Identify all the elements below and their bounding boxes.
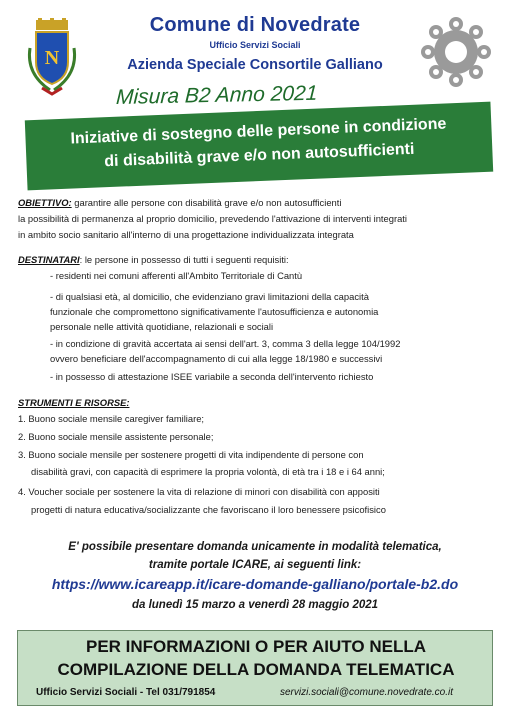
application-dates: da lunedì 15 marzo a venerdì 28 maggio 2021 — [131, 599, 379, 611]
agency-title: Azienda Speciale Consortile Galliano — [127, 57, 383, 73]
cta-line-1: E' possibile presentare domanda unicamente in modalità telematica, — [68, 541, 442, 553]
destinatari-label: DESTINATARI — [18, 254, 80, 265]
resource-item: disabilità gravi, con capacità di esprimere la propria volontà, di età tra i 18 e i 64 anni; — [18, 466, 385, 477]
info-box — [17, 630, 493, 706]
obiettivo-line-2: la possibilità di permanenza al proprio domicilio, prevedendo l'attivazione di interventi integrati — [18, 213, 407, 224]
requirement-item: - in condizione di gravità accertata ai sensi dell'art. 3, comma 3 della legge 104/1992 — [50, 338, 401, 349]
requirement-item: - residenti nei comuni afferenti all'Ambito Territoriale di Cantù — [50, 270, 303, 281]
banner-line-1: Iniziative di sostegno delle persone in condizione — [70, 115, 447, 148]
application-portal-link[interactable]: https://www.icareapp.it/icare-domande-galliano/portale-b2.do — [51, 576, 459, 592]
resource-item: 1. Buono sociale mensile caregiver familiare; — [18, 413, 205, 424]
strumenti-heading — [18, 396, 129, 410]
svg-text:N: N — [44, 47, 60, 69]
cta-line-2: tramite portale ICARE, ai seguenti link: — [148, 559, 362, 571]
obiettivo-line-3: in ambito socio sanitario all'interno di una progettazione individualizzata integrata — [18, 229, 354, 240]
misura-heading: Misura B2 Anno 2021 — [115, 81, 319, 109]
office-subtitle: Ufficio Servizi Sociali — [209, 40, 301, 50]
resource-item: progetti di natura educativa/socializzante che favoriscano il loro benessere psicofisico — [18, 504, 386, 515]
obiettivo-label: OBIETTIVO: — [18, 197, 72, 208]
strumenti-label: STRUMENTI E RISORSE: — [18, 397, 130, 408]
obiettivo-line-1: OBIETTIVO: garantire alle persone con disabilità grave e/o non autosufficienti — [18, 197, 342, 208]
office-phone: Ufficio Servizi Sociali - Tel 031/791854 — [36, 687, 216, 698]
destinatari-intro: DESTINATARI: le persone in possesso di tutti i seguenti requisiti: — [18, 254, 289, 265]
resource-item: 2. Buono sociale mensile assistente personale; — [18, 431, 214, 442]
requirement-item: - in possesso di attestazione ISEE variabile a seconda dell'intervento richiesto — [50, 371, 374, 382]
info-line-2: COMPILAZIONE DELLA DOMANDA TELEMATICA — [57, 660, 455, 679]
resource-item: 4. Voucher sociale per sostenere la vita di relazione di minori con disabilità con appositi — [18, 486, 380, 497]
resource-item: 3. Buono sociale mensile per sostenere progetti di vita indipendente di persone con — [18, 449, 364, 460]
requirement-item: funzionale che compromettono significativamente l'autosufficienza e autonomia — [50, 306, 379, 317]
office-email-link[interactable]: servizi.sociali@comune.novedrate.co.it — [280, 687, 454, 698]
municipality-title: Comune di Novedrate — [149, 14, 361, 36]
info-line-1: PER INFORMAZIONI O PER AIUTO NELLA — [85, 637, 426, 656]
requirement-item: - di qualsiasi età, al domicilio, che evidenziano gravi limitazioni della capacità — [50, 291, 369, 302]
requirement-item: ovvero beneficiare dell'accompagnamento di cui alla legge 18/1980 e successivi — [50, 353, 383, 364]
requirement-item: personale nelle attività quotidiane, relazionali e sociali — [50, 321, 274, 332]
initiative-banner — [25, 102, 493, 191]
banner-line-2: di disabilità grave e/o non autosufficienti — [104, 140, 415, 171]
